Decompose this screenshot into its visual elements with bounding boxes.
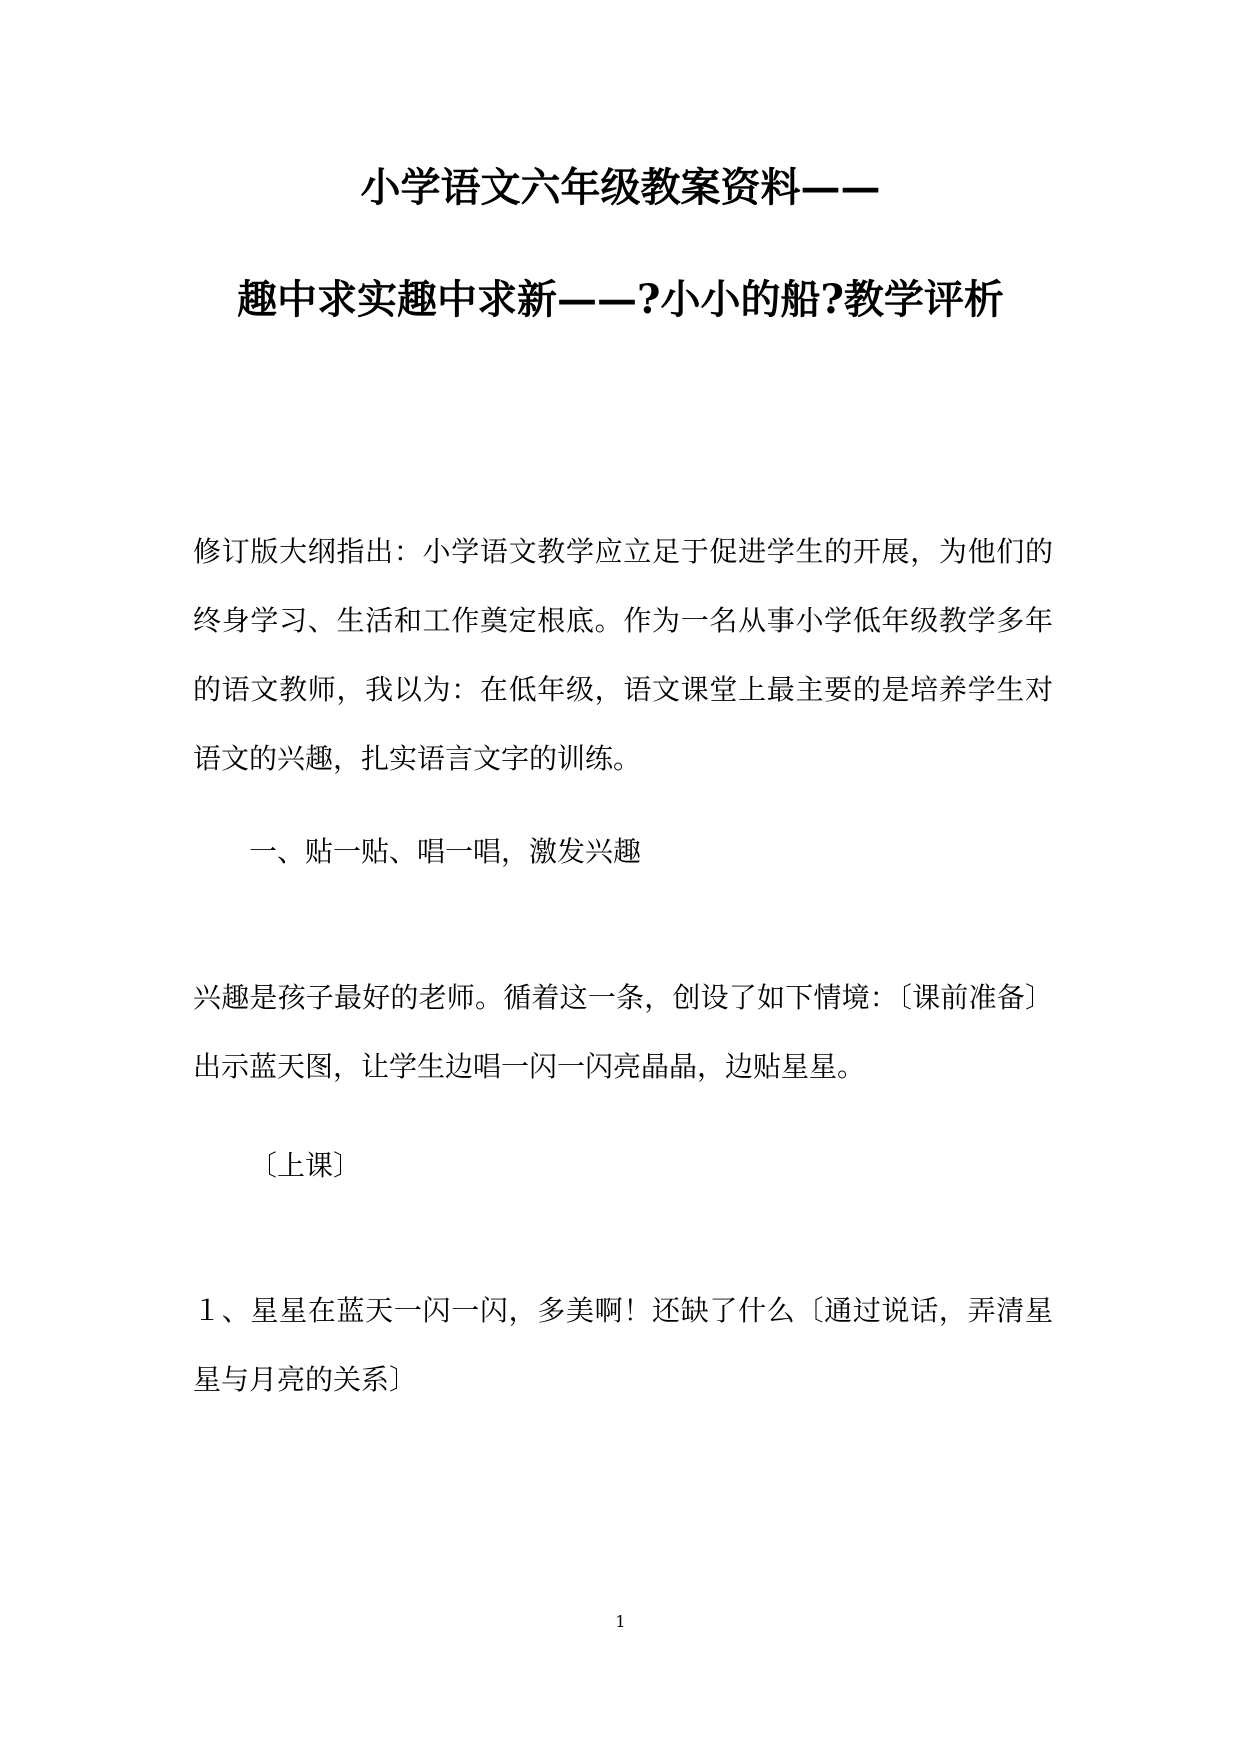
body-paragraph-interest: 兴趣是孩子最好的老师。循着这一条，创设了如下情境：〔课前准备〕出示蓝天图，让学生边唱一闪一闪亮晶晶，边贴星星。 <box>193 981 1053 1083</box>
page-number: 1 <box>615 1612 626 1631</box>
document-title-line-1: 小学语文六年级教案资料—— <box>360 164 881 211</box>
document-title-line-2: 趣中求实趣中求新——?小小的船?教学评析 <box>237 276 1004 323</box>
section-heading-1: 一、贴一贴、唱一唱，激发兴趣 <box>249 835 642 868</box>
body-paragraph-intro: 修订版大纲指出：小学语文教学应立足于促进学生的开展，为他们的终身学习、生活和工作奠定根底。作为一名从事小学低年级教学多年的语文教师，我以为：在低年级，语文课堂上最主要的是培养学生对语文的兴趣，扎实语言文字的训练。 <box>193 535 1053 775</box>
class-label: 〔上课〕 <box>249 1149 362 1182</box>
body-paragraph-step-1: １、星星在蓝天一闪一闪，多美啊！还缺了什么〔通过说话，弄清星星与月亮的关系〕 <box>193 1294 1053 1396</box>
